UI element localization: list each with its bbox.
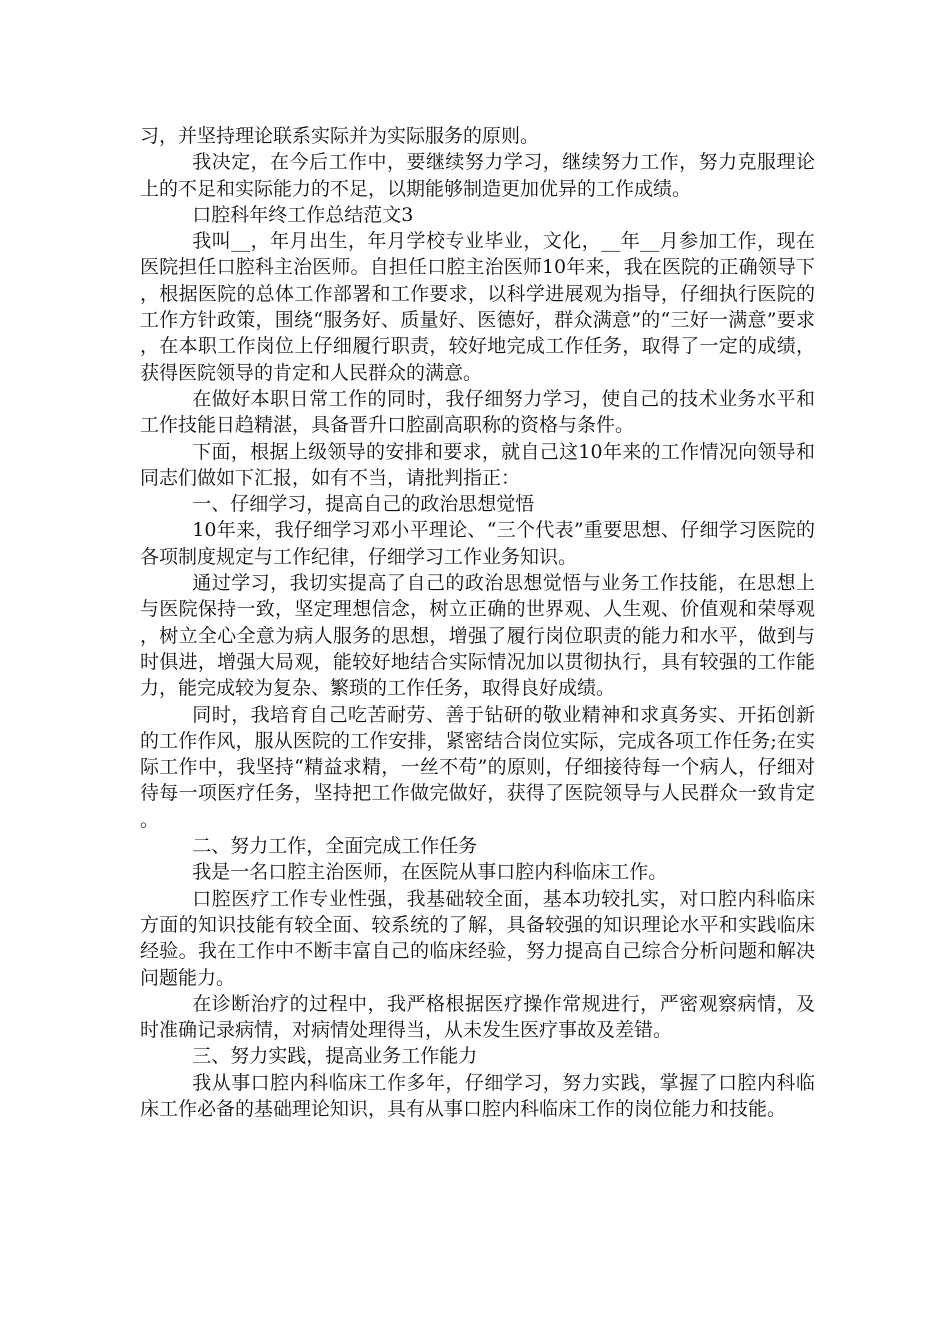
paragraph-5: 在做好本职日常工作的同时，我仔细努力学习，使自己的技术业务水平和工作技能日趋精湛，具备晋升口腔副高职称的资格与条件。 — [140, 387, 815, 437]
section-title-fanwen-3: 口腔科年终工作总结范文3 — [192, 203, 414, 226]
paragraph-8: 10年来，我仔细学习邓小平理论、“三个代表”重要思想、仔细学习医院的各项制度规定与工作纪律，仔细学习工作业务知识。 — [140, 519, 815, 568]
paragraph-16: 我从事口腔内科临床工作多年，仔细学习，努力实践，掌握了口腔内科临床工作必备的基础理论知识，具有从事口腔内科临床工作的岗位能力和技能。 — [140, 1071, 815, 1120]
document-page — [140, 123, 815, 1122]
paragraph-9: 通过学习，我切实提高了自己的政治思想觉悟与业务工作技能，在思想上与医院保持一致，坚定理想信念，树立正确的世界观、人生观、价值观和荣辱观，树立全心全意为病人服务的思想，增强了履行岗位职责的能力和水平，做到与时俱进，增强大局观，能较好地结合实际情况加以贯彻执行，具有较强的工作能力，能完成较为复杂、繁琐的工作任务，取得良好成绩。 — [140, 572, 815, 700]
heading-2: 二、努力工作，全面完成工作任务 — [192, 835, 478, 858]
heading-3: 三、努力实践，提高业务工作能力 — [192, 1045, 478, 1068]
paragraph-4: 我叫__，年月出生，年月学校专业毕业，文化，__年__月参加工作，现在医院担任口腔科主治医师。自担任口腔主治医师10年来，我在医院的正确领导下，根据医院的总体工作部署和工作要求，以科学进展观为指导，仔细执行医院的工作方针政策，围绕“服务好、质量好、医德好，群众满意”的“三好一满意”要求，在本职工作岗位上仔细履行职责，较好地完成工作任务，取得了一定的成绩，获得医院领导的肯定和人民群众的满意。 — [140, 230, 815, 384]
paragraph-12: 我是一名口腔主治医师，在医院从事口腔内科临床工作。 — [192, 861, 668, 884]
paragraph-6: 下面，根据上级领导的安排和要求，就自己这10年来的工作情况向领导和同志们做如下汇报，如有不当，请批判指正： — [140, 440, 815, 489]
heading-1: 一、仔细学习，提高自己的政治思想觉悟 — [192, 493, 535, 516]
paragraph-10: 同时，我培育自己吃苦耐劳、善于钻研的敬业精神和求真务实、开拓创新的工作作风，服从医院的工作安排，紧密结合岗位实际，完成各项工作任务;在实际工作中，我坚持“精益求精，一丝不苟”的原则，仔细接待每一个病人，仔细对待每一项医疗任务，坚持把工作做完做好，获得了医院领导与人民群众一致肯定。 — [140, 703, 815, 831]
paragraph-2: 我决定，在今后工作中，要继续努力学习，继续努力工作，努力克服理论上的不足和实际能力的不足，以期能够制造更加优异的工作成绩。 — [140, 151, 815, 200]
paragraph-14: 在诊断治疗的过程中，我严格根据医疗操作常规进行，严密观察病情，及时准确记录病情，对病情处理得当，从未发生医疗事故及差错。 — [140, 992, 815, 1042]
paragraph-1: 习，并坚持理论联系实际并为实际服务的原则。 — [140, 125, 540, 147]
paragraph-13: 口腔医疗工作专业性强，我基础较全面，基本功较扎实，对口腔内科临床方面的知识技能有较全面、较系统的了解，具备较强的知识理论水平和实践临床经验。我在工作中不断丰富自己的临床经验，努力提高自己综合分析问题和解决问题能力。 — [140, 887, 815, 989]
